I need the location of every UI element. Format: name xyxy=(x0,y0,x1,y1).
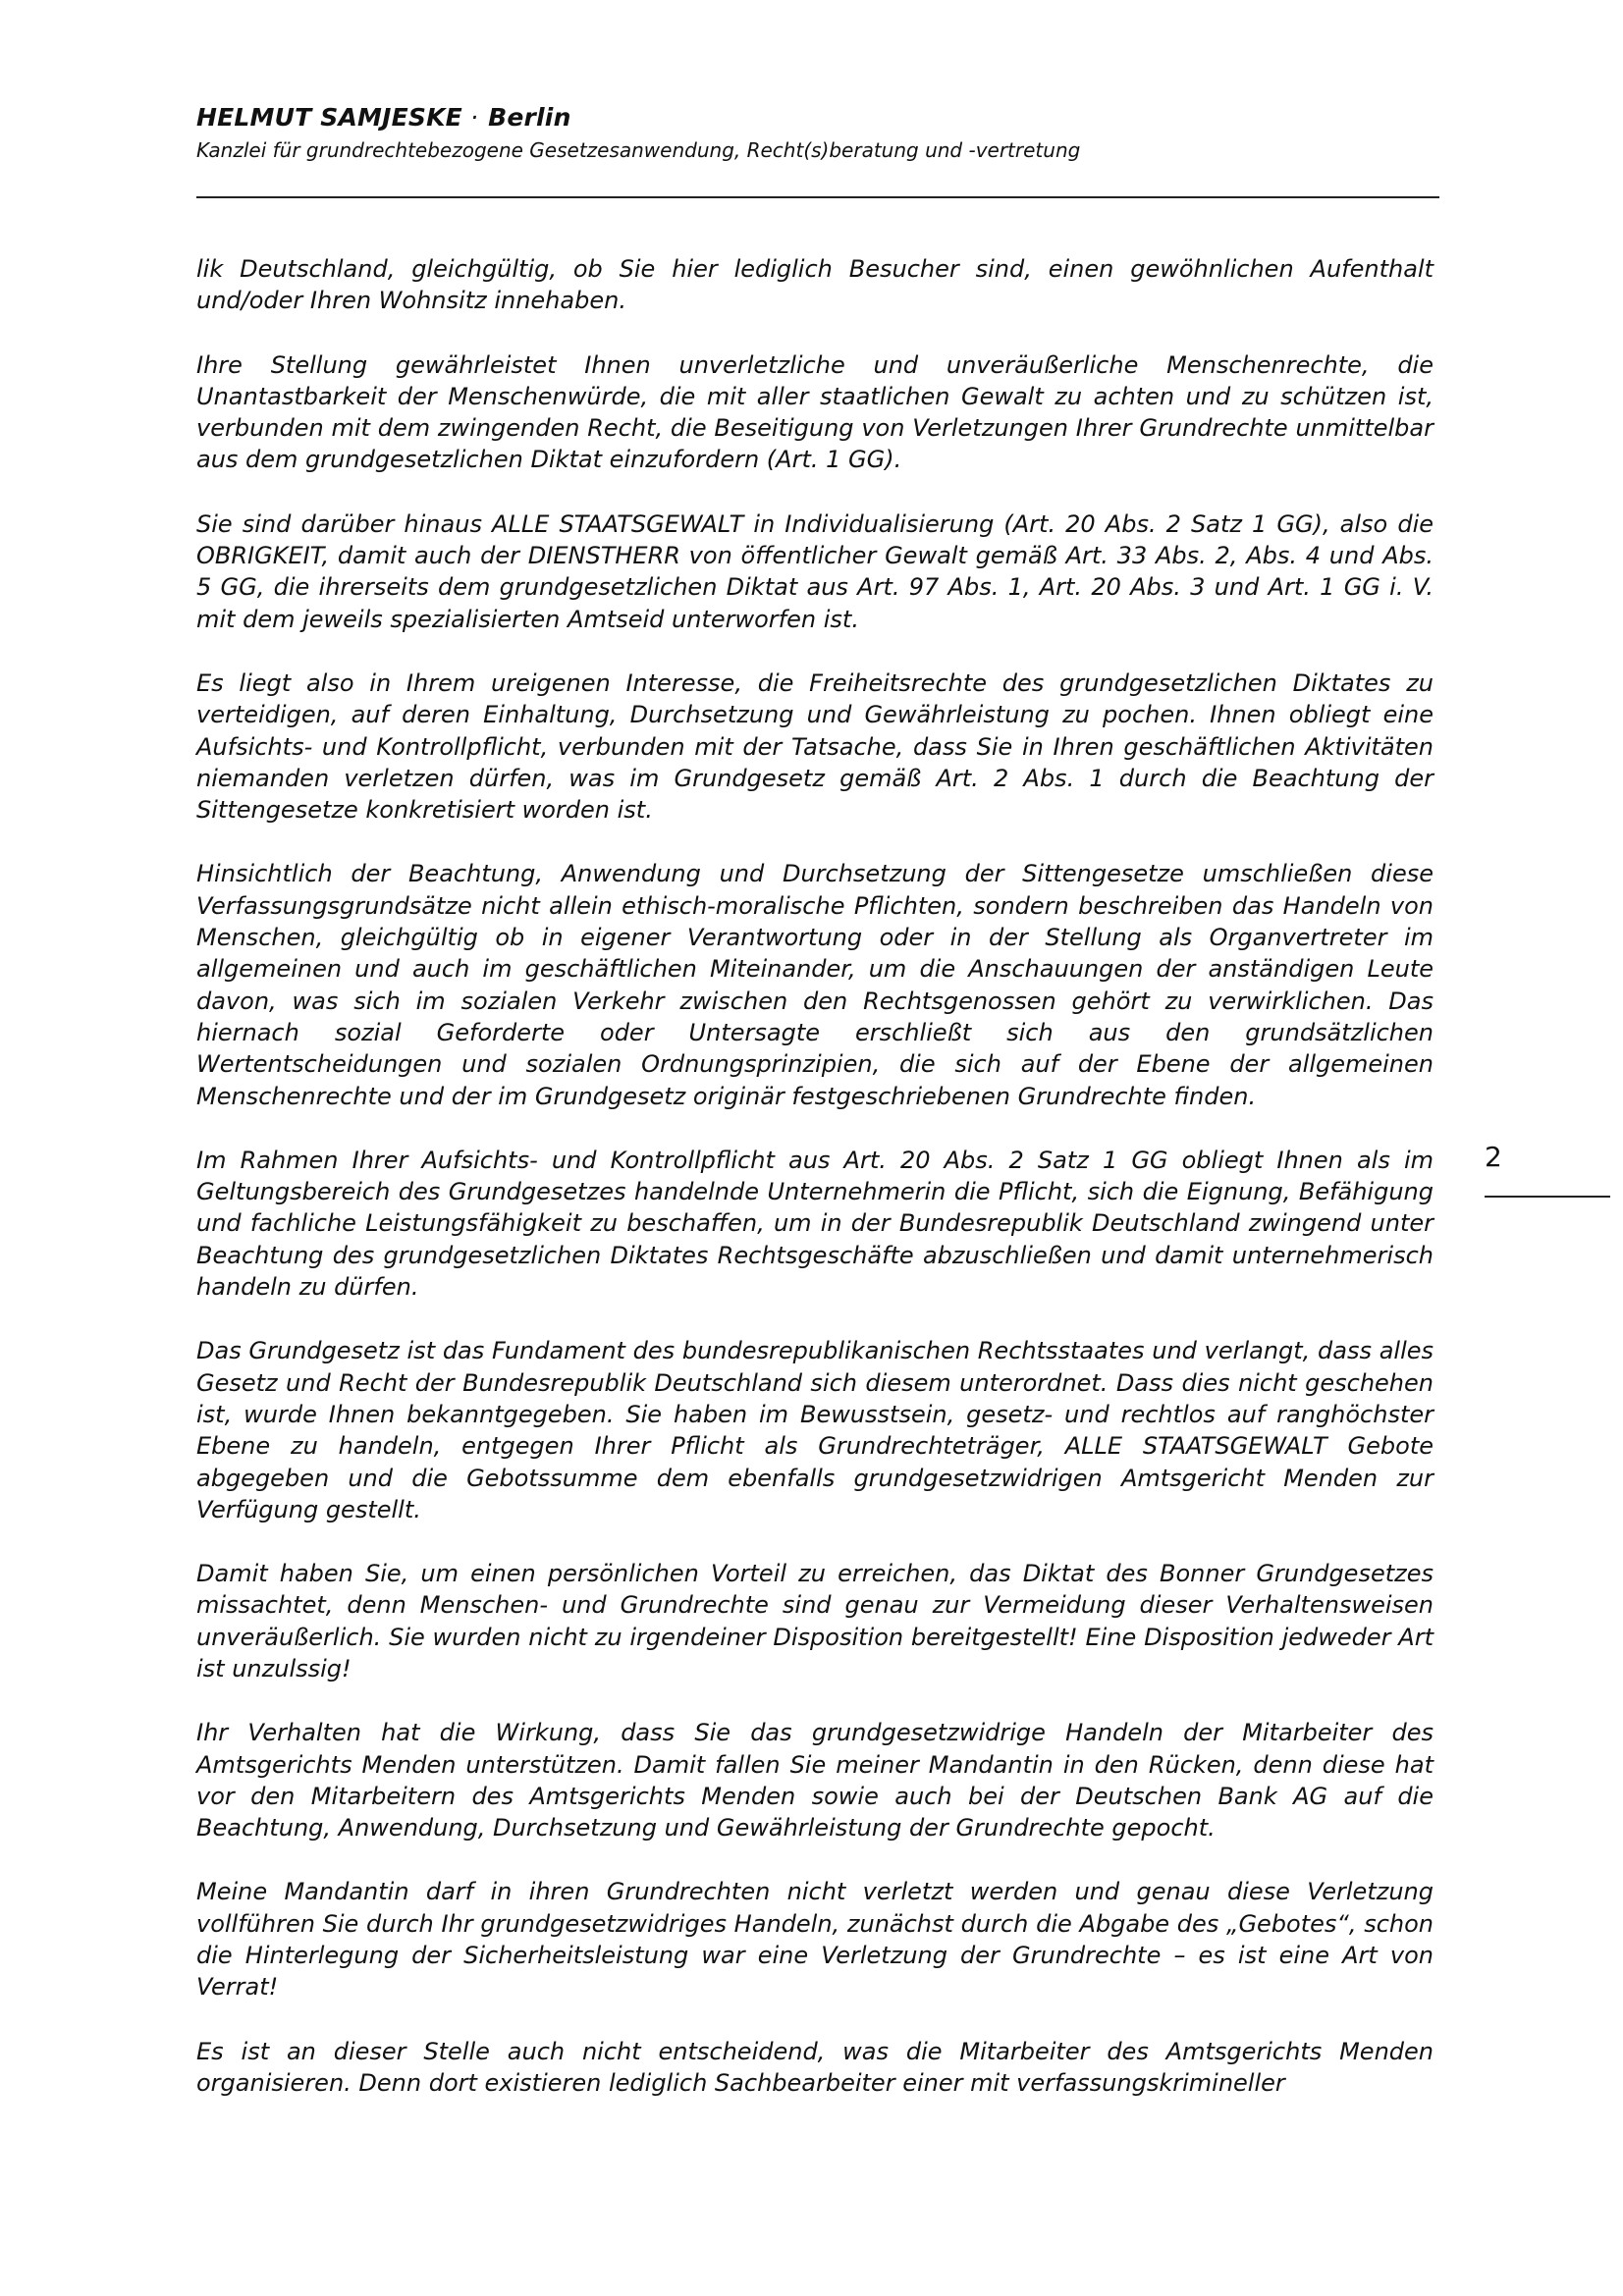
paragraph: Ihre Stellung gewährleistet Ihnen unverletzliche und unveräußerliche Menschenrechte, die Unantastbarkeit der Menschenwürde, die mit aller staatlichen Gewalt zu achten und zu schützen ist, verbunden mit dem zwingenden Recht, die Beseitigung von Verletzungen Ihrer Grundrechte unmittelbar aus dem grundgesetzlichen Diktat einzufordern (Art. 1 GG). xyxy=(196,350,1434,474)
paragraph: Meine Mandantin darf in ihren Grundrechten nicht verletzt werden und genau diese Verletzung vollführen Sie durch Ihr grundgesetzwidriges Handeln, zunächst durch die Abgabe des „Gebotes“, schon die Hinterlegung der Sicherheitsleistung war eine Verletzung der Grundrechte – es ist eine Art von Verrat! xyxy=(196,1878,1434,2002)
page-number-divider xyxy=(1485,1196,1610,1198)
paragraph: Das Grundgesetz ist das Fundament des bundesrepublikanischen Rechtsstaates und verlangt, dass alles Gesetz und Recht der Bundesrepublik Deutschland sich diesem unterordnet. Dass dies nicht geschehen ist, wurde Ihnen bekanntgegeben. Sie haben im Bewusstsein, gesetz- und rechtlos auf ranghöchster Ebene zu handeln, entgegen Ihrer Pflicht als Grundrechteträger, ALLE STAATSGEWALT Gebote abgegeben und die Gebotssumme dem ebenfalls grundgesetzwidrigen Amtsgericht Menden zur Verfügung gestellt. xyxy=(196,1337,1434,1523)
header-divider xyxy=(196,196,1439,198)
paragraph: Ihr Verhalten hat die Wirkung, dass Sie das grundgesetzwidrige Handeln der Mitarbeiter des Amtsgerichts Menden unterstützen. Damit fallen Sie meiner Mandantin in den Rücken, denn diese hat vor den Mitarbeitern des Amtsgerichts Menden sowie auch bei der Deutschen Bank AG auf die Beachtung, Anwendung, Durchsetzung und Gewährleistung der Grundrechte gepocht. xyxy=(196,1719,1434,1842)
paragraph: Damit haben Sie, um einen persönlichen Vorteil zu erreichen, das Diktat des Bonner Grundgesetzes missachtet, denn Menschen- und Grundrechte sind genau zur Vermeidung dieser Verhaltensweisen unveräußerlich. Sie wurden nicht zu irgendeiner Disposition bereitgestellt! Eine Disposition jedweder Art ist unzulssig! xyxy=(196,1560,1434,1682)
city-name: Berlin xyxy=(488,103,571,132)
paragraph: lik Deutschland, gleichgültig, ob Sie hier lediglich Besucher sind, einen gewöhnlichen Aufenthalt und/oder Ihren Wohnsitz innehaben. xyxy=(196,255,1434,315)
letterhead xyxy=(196,102,1439,165)
title-separator: · xyxy=(469,103,479,132)
page-number: 2 xyxy=(1485,1141,1502,1173)
paragraph: Hinsichtlich der Beachtung, Anwendung und Durchsetzung der Sittengesetze umschließen diese Verfassungsgrundsätze nicht allein ethisch-moralische Pflichten, sondern beschreiben das Handeln von Menschen, gleichgültig ob in eigener Verantwortung oder in der Stellung als Organvertreter im allgemeinen und auch im geschäftlichen Miteinander, um die Anschauungen der anständigen Leute davon, was sich im sozialen Verkehr zwischen den Rechtsgenossen gehört zu verwirklichen. Das hiernach sozial Geforderte oder Untersagte erschließt sich aus den grundsätzlichen Wertentscheidungen und sozialen Ordnungsprinzipien, die sich auf der Ebene der allgemeinen Menschenrechte und der im Grundgesetz originär festgeschriebenen Grundrechte finden. xyxy=(196,860,1434,1110)
paragraph: Es ist an dieser Stelle auch nicht entscheidend, was die Mitarbeiter des Amtsgerichts Menden organisieren. Denn dort existieren lediglich Sachbearbeiter einer mit verfassungskrimineller xyxy=(196,2037,1434,2097)
paragraph: Im Rahmen Ihrer Aufsichts- und Kontrollpflicht aus Art. 20 Abs. 2 Satz 1 GG obliegt Ihnen als im Geltungsbereich des Grundgesetzes handelnde Unternehmerin die Pflicht, sich die Eignung, Befähigung und fachliche Leistungsfähigkeit zu beschaffen, um in der Bundesrepublik Deutschland zwingend unter Beachtung des grundgesetzlichen Diktates Rechtsgeschäfte abzuschließen und damit unternehmerisch handeln zu dürfen. xyxy=(196,1146,1434,1302)
paragraph: Es liegt also in Ihrem ureigenen Interesse, die Freiheitsrechte des grundgesetzlichen Diktates zu verteidigen, auf deren Einhaltung, Durchsetzung und Gewährleistung zu pochen. Ihnen obliegt eine Aufsichts- und Kontrollpflicht, verbunden mit der Tatsache, dass Sie in Ihren geschäftlichen Aktivitäten niemanden verletzen dürfen, was im Grundgesetz gemäß Art. 2 Abs. 1 durch die Beachtung der Sittengesetze konkretisiert worden ist. xyxy=(196,668,1434,825)
lawyer-name: HELMUT SAMJESKE xyxy=(196,103,462,132)
letterhead-subtitle: Kanzlei für grundrechtebezogene Gesetzesanwendung, Recht(s)beratung und -vertretung xyxy=(196,138,1081,162)
letterhead-title xyxy=(196,102,1439,133)
paragraph: Sie sind darüber hinaus ALLE STAATSGEWALT in Individualisierung (Art. 20 Abs. 2 Satz 1 GG), also die OBRIGKEIT, damit auch der DIENSTHERR von öffentlicher Gewalt gemäß Art. 33 Abs. 2, Abs. 4 und Abs. 5 GG, die ihrerseits dem grundgesetzlichen Diktat aus Art. 97 Abs. 1, Art. 20 Abs. 3 und Art. 1 GG i. V. mit dem jeweils spezialisierten Amtseid unterworfen ist. xyxy=(196,509,1434,633)
letter-body xyxy=(196,253,1434,2131)
